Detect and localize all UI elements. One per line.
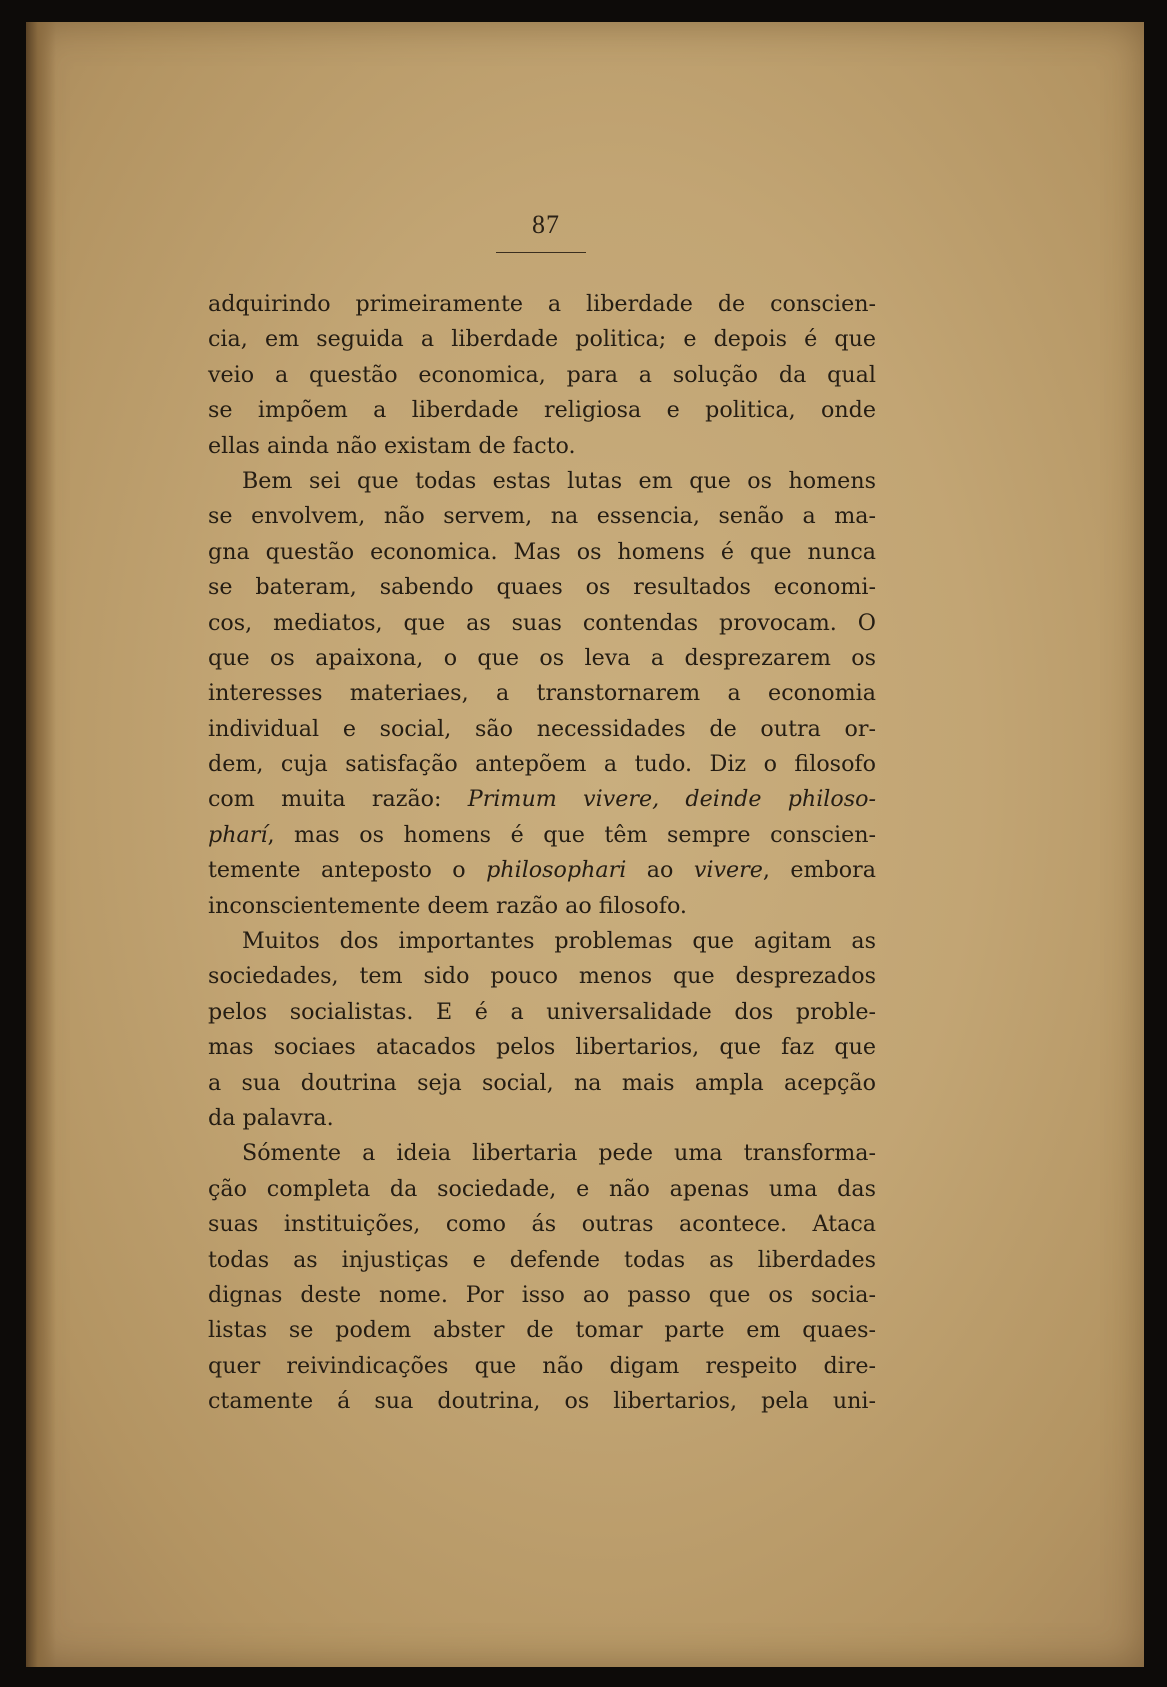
text-run: com muita razão: bbox=[208, 786, 468, 813]
text-line: cos, mediatos, que as suas contendas provocam. O bbox=[208, 609, 876, 636]
text-line: se bateram, sabendo quaes os resultados economi- bbox=[208, 574, 876, 601]
text-run: , mas os homens é que têm sempre conscien- bbox=[267, 821, 876, 848]
text-line: Bem sei que todas estas lutas em que os homens bbox=[242, 467, 876, 494]
text-line: interesses materiaes, a transtornarem a economia bbox=[208, 680, 876, 707]
text-run: ao bbox=[626, 857, 694, 884]
text-line: inconscientemente deem razão ao filosofo. bbox=[208, 892, 687, 919]
text-run: temente anteposto o bbox=[208, 857, 487, 884]
latin-word: vivere bbox=[693, 857, 763, 884]
text-line bbox=[208, 853, 876, 888]
text-line: a sua doutrina seja social, na mais ampla acepção bbox=[208, 1069, 876, 1096]
text-line: da palavra. bbox=[208, 1104, 334, 1131]
text-line: mas sociaes atacados pelos libertarios, que faz que bbox=[208, 1034, 876, 1061]
text-line: se impõem a liberdade religiosa e politica, onde bbox=[208, 397, 876, 424]
paragraph bbox=[208, 924, 876, 1136]
text-line: ção completa da sociedade, e não apenas uma das bbox=[208, 1175, 876, 1202]
latin-word: philosophari bbox=[486, 857, 627, 884]
text-line: ctamente á sua doutrina, os libertarios, pela uni- bbox=[208, 1388, 876, 1415]
text-line: suas instituições, como ás outras acontece. Ataca bbox=[208, 1211, 876, 1238]
latin-quote: Primum vivere, deinde philoso- bbox=[467, 786, 876, 813]
text-line bbox=[208, 818, 876, 853]
text-line: se envolvem, não servem, na essencia, senão a ma- bbox=[208, 503, 876, 530]
text-line: adquirindo primeiramente a liberdade de conscien- bbox=[208, 291, 876, 317]
text-line: ellas ainda não existam de facto. bbox=[208, 432, 576, 459]
text-line: Muitos dos importantes problemas que agitam as bbox=[242, 928, 876, 955]
text-line: quer reivindicações que não digam respeito dire- bbox=[208, 1352, 876, 1379]
header-rule bbox=[496, 252, 586, 253]
text-line: dem, cuja satisfação antepõem a tudo. Diz o filosofo bbox=[208, 751, 876, 778]
text-line bbox=[208, 782, 876, 817]
paragraph bbox=[208, 1136, 876, 1419]
text-line: gna questão economica. Mas os homens é que nunca bbox=[208, 538, 876, 565]
text-line: todas as injustiças e defende todas as liberdades bbox=[208, 1246, 876, 1273]
paragraph bbox=[208, 464, 876, 924]
text-line: cia, em seguida a liberdade politica; e depois é que bbox=[208, 326, 876, 353]
text-run: , embora bbox=[762, 857, 876, 884]
book-spine-shadow bbox=[26, 22, 56, 1667]
text-line: dignas deste nome. Por isso ao passo que os socia- bbox=[208, 1281, 876, 1308]
text-line: Sómente a ideia libertaria pede uma transforma- bbox=[242, 1140, 876, 1167]
text-line: listas se podem abster de tomar parte em quaes- bbox=[208, 1317, 876, 1344]
text-line: individual e social, são necessidades de outra or- bbox=[208, 715, 876, 742]
latin-quote: pharí bbox=[208, 821, 268, 848]
page-number: 87 bbox=[532, 210, 560, 239]
text-line: sociedades, tem sido pouco menos que desprezados bbox=[208, 963, 876, 990]
text-line: veio a questão economica, para a solução da qual bbox=[208, 361, 876, 388]
paragraph bbox=[208, 287, 876, 464]
body-text bbox=[208, 287, 876, 1420]
text-line: pelos socialistas. E é a universalidade dos proble- bbox=[208, 998, 876, 1025]
text-line: que os apaixona, o que os leva a desprezarem os bbox=[208, 644, 876, 671]
